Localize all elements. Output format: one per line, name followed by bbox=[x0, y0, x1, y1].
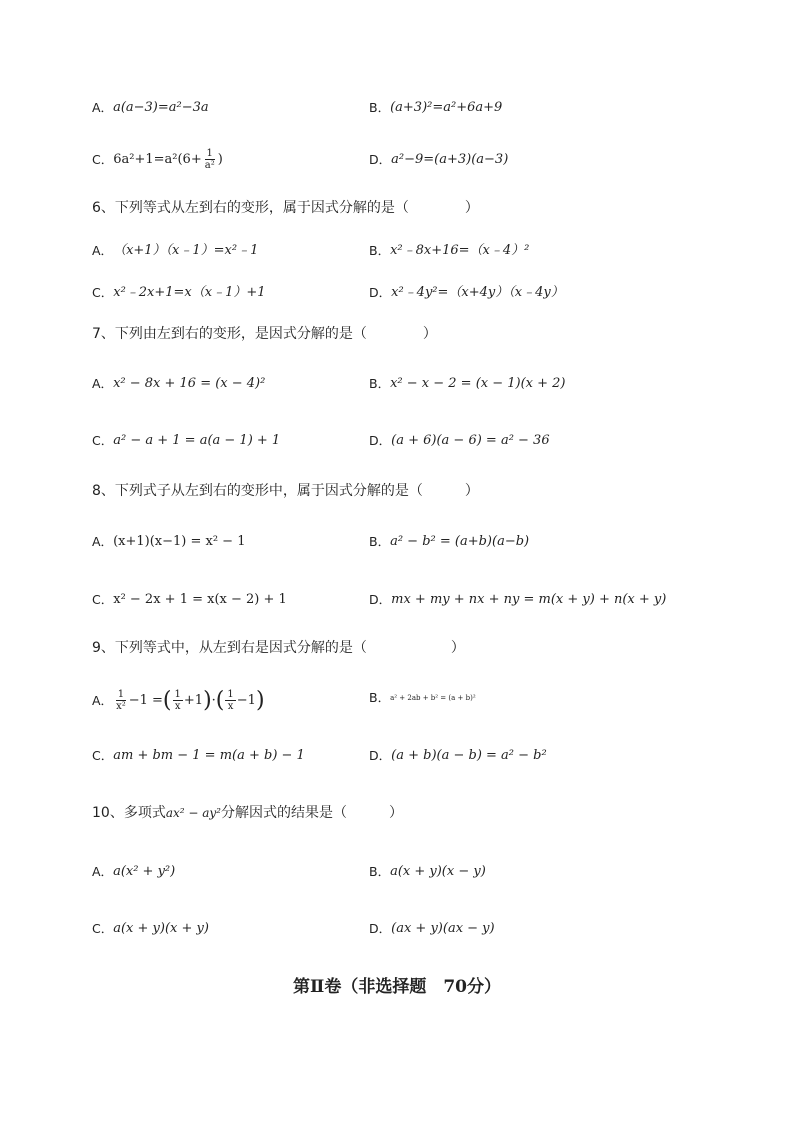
q7-options-row-1 bbox=[0, 374, 794, 404]
q9-option-a[interactable] bbox=[92, 689, 265, 712]
option-letter: B． bbox=[369, 243, 391, 258]
left-paren: ( bbox=[162, 687, 172, 713]
fraction bbox=[173, 689, 183, 712]
q9-option-c[interactable] bbox=[92, 746, 305, 766]
option-letter: B． bbox=[369, 534, 391, 549]
q10-option-d[interactable] bbox=[369, 919, 495, 939]
option-expression-part: +1 bbox=[183, 692, 204, 708]
q10-option-b[interactable] bbox=[369, 862, 486, 882]
fraction bbox=[203, 148, 217, 171]
option-letter: D． bbox=[369, 592, 392, 607]
q9-options-row-1 bbox=[0, 682, 794, 718]
q6-options-row-2 bbox=[0, 283, 794, 313]
q6-option-d[interactable] bbox=[369, 283, 564, 303]
multiply-dot: · bbox=[211, 692, 216, 708]
q5-options-row-1 bbox=[0, 98, 794, 128]
option-expression-part: −1 bbox=[236, 692, 256, 708]
option-letter: D． bbox=[369, 748, 392, 763]
option-expression: a² + 2ab + b² = (a + b)² bbox=[390, 694, 476, 702]
option-letter: A． bbox=[92, 100, 114, 115]
option-letter: C． bbox=[92, 748, 114, 763]
fraction-denominator: a² bbox=[204, 160, 215, 171]
q8-option-d[interactable] bbox=[369, 590, 666, 610]
right-paren: ) bbox=[203, 687, 212, 713]
question-6-stem: 6、下列等式从左到右的变形，属于因式分解的是（ ） bbox=[92, 200, 479, 216]
option-expression: (ax + y)(ax − y) bbox=[391, 921, 495, 936]
question-9-stem: 9、下列等式中，从左到右是因式分解的是（ ） bbox=[92, 640, 465, 656]
option-letter: A． bbox=[92, 864, 114, 879]
q5-option-a[interactable] bbox=[92, 98, 209, 118]
option-letter: C． bbox=[92, 151, 114, 167]
option-expression-end: ) bbox=[217, 151, 223, 167]
option-letter: B． bbox=[369, 100, 391, 115]
option-expression: (a+3)²=a²+6a+9 bbox=[390, 100, 503, 115]
q8-option-b[interactable] bbox=[369, 532, 529, 552]
option-letter: C． bbox=[92, 433, 114, 448]
option-expression: am + bm − 1 = m(a + b) − 1 bbox=[113, 748, 305, 763]
option-letter: A． bbox=[92, 692, 114, 708]
option-expression: (a + b)(a − b) = a² − b² bbox=[391, 748, 547, 763]
q10-option-c[interactable] bbox=[92, 919, 209, 939]
q8-option-c[interactable] bbox=[92, 590, 287, 610]
section-title: 第Ⅱ卷（非选择题 70分） bbox=[293, 977, 501, 997]
option-expression: x²﹣4y²=（x+4y）（x﹣4y） bbox=[391, 285, 564, 300]
q10-options-row-2 bbox=[0, 919, 794, 949]
option-expression: x²﹣8x+16=（x﹣4）² bbox=[390, 243, 530, 258]
option-expression: a²−9=(a+3)(a−3) bbox=[391, 152, 509, 167]
question-8-stem: 8、下列式子从左到右的变形中，属于因式分解的是（ ） bbox=[92, 483, 479, 499]
fraction-numerator: 1 bbox=[174, 689, 181, 700]
q5-options-row-2 bbox=[0, 146, 794, 180]
option-expression: x² − x − 2 = (x − 1)(x + 2) bbox=[390, 376, 566, 391]
q5-option-c[interactable] bbox=[92, 148, 223, 171]
q9-option-d[interactable] bbox=[369, 746, 547, 766]
q7-option-b[interactable] bbox=[369, 374, 566, 394]
option-expression: a(x² + y²) bbox=[113, 864, 176, 879]
fraction-numerator: 1 bbox=[206, 148, 213, 159]
q7-option-a[interactable] bbox=[92, 374, 265, 394]
q5-option-d[interactable] bbox=[369, 150, 508, 170]
option-letter: A． bbox=[92, 376, 114, 391]
option-expression: a² − b² = (a+b)(a−b) bbox=[390, 534, 530, 549]
option-expression: (a + 6)(a − 6) = a² − 36 bbox=[391, 433, 550, 448]
option-expression-part: −1 = bbox=[128, 692, 163, 708]
q5-option-b[interactable] bbox=[369, 98, 502, 118]
q6-option-c[interactable] bbox=[92, 283, 266, 303]
q6-option-a[interactable] bbox=[92, 241, 258, 261]
q9-options-row-2 bbox=[0, 746, 794, 776]
option-expression: x² − 8x + 16 = (x − 4)² bbox=[113, 376, 266, 391]
option-letter: D． bbox=[369, 152, 392, 167]
q10-options-row-1 bbox=[0, 862, 794, 892]
q6-option-b[interactable] bbox=[369, 241, 529, 261]
option-expression: 6a²+1=a²(6+ bbox=[113, 151, 202, 167]
option-letter: C． bbox=[92, 285, 114, 300]
option-expression: a(x + y)(x − y) bbox=[390, 864, 486, 879]
q7-option-d[interactable] bbox=[369, 431, 550, 451]
question-7-stem: 7、下列由左到右的变形，是因式分解的是（ ） bbox=[92, 326, 437, 342]
option-letter: B． bbox=[369, 376, 391, 391]
option-letter: C． bbox=[92, 592, 114, 607]
fraction bbox=[225, 689, 235, 712]
q8-option-a[interactable] bbox=[92, 532, 245, 552]
q10-option-a[interactable] bbox=[92, 862, 175, 882]
option-expression: a² − a + 1 = a(a − 1) + 1 bbox=[113, 433, 281, 448]
q7-option-c[interactable] bbox=[92, 431, 280, 451]
q7-options-row-2 bbox=[0, 431, 794, 461]
fraction-denominator: x bbox=[174, 701, 181, 712]
option-expression: a(x + y)(x + y) bbox=[113, 921, 209, 936]
option-expression: （x+1）（x﹣1）=x²﹣1 bbox=[113, 243, 259, 258]
q6-options-row-1 bbox=[0, 241, 794, 271]
option-expression: (x+1)(x−1) = x² − 1 bbox=[113, 534, 246, 549]
stem-suffix: 分解因式的结果是（ ） bbox=[221, 805, 403, 821]
option-expression: a(a−3)=a²−3a bbox=[113, 100, 209, 115]
option-letter: D． bbox=[369, 433, 392, 448]
fraction-numerator: 1 bbox=[227, 689, 234, 700]
option-letter: A． bbox=[92, 243, 114, 258]
fraction-denominator: x bbox=[227, 701, 234, 712]
option-letter: D． bbox=[369, 285, 392, 300]
option-expression: mx + my + nx + ny = m(x + y) + n(x + y) bbox=[391, 592, 667, 607]
question-10-stem bbox=[92, 803, 403, 823]
option-letter: A． bbox=[92, 534, 114, 549]
stem-prefix: 10、多项式 bbox=[92, 805, 166, 821]
fraction-denominator: x² bbox=[116, 701, 126, 712]
option-letter: C． bbox=[92, 921, 114, 936]
option-letter: B． bbox=[369, 690, 391, 705]
right-paren: ) bbox=[255, 687, 265, 713]
q9-option-b[interactable] bbox=[369, 688, 476, 708]
fraction-numerator: 1 bbox=[117, 689, 125, 700]
option-expression: x² − 2x + 1 = x(x − 2) + 1 bbox=[113, 592, 287, 607]
fraction bbox=[114, 689, 128, 712]
option-expression: x²﹣2x+1=x（x﹣1）+1 bbox=[113, 285, 266, 300]
option-letter: B． bbox=[369, 864, 391, 879]
q8-options-row-2 bbox=[0, 590, 794, 620]
option-letter: D． bbox=[369, 921, 392, 936]
stem-expression: ax² − ay² bbox=[165, 806, 221, 820]
q8-options-row-1 bbox=[0, 532, 794, 562]
left-paren: ( bbox=[215, 687, 225, 713]
